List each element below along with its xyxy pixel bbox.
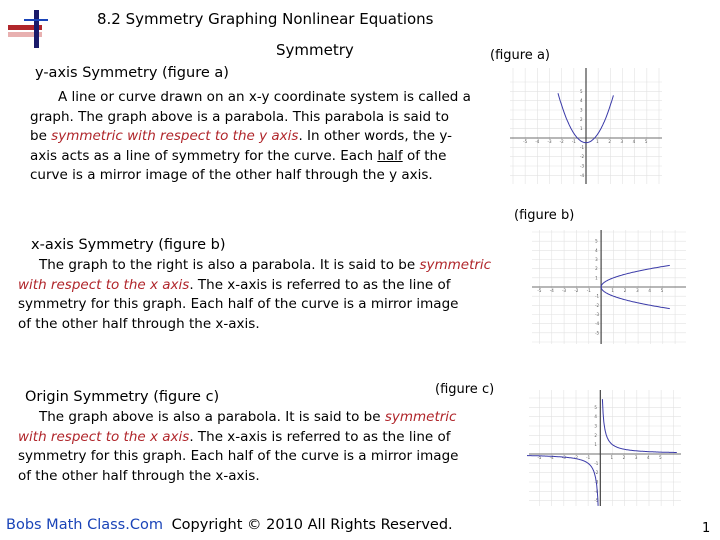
para-line: be symmetric with respect to the y axis. In other words, the y- <box>30 128 452 144</box>
y-tick-label: 1 <box>594 442 597 448</box>
y-tick-label: 5 <box>594 404 597 410</box>
para-line: symmetry for this graph. Each half of the curve is a mirror image <box>18 448 459 464</box>
emphasis-text: symmetric <box>384 409 457 425</box>
page-number: 1 <box>702 521 711 536</box>
y-tick-label: -3 <box>595 312 600 317</box>
y-tick-label: -2 <box>580 154 584 160</box>
para-line: axis acts as a line of symmetry for the curve. Each half of the <box>30 147 447 164</box>
y-tick-label: -1 <box>580 144 584 150</box>
y-tick-label: 4 <box>594 414 597 420</box>
y-tick-label: -4 <box>595 321 600 327</box>
y-tick-label: 1 <box>595 275 598 281</box>
y-tick-label: 3 <box>594 423 597 429</box>
figure-c-graph <box>527 388 683 508</box>
x-axis-title: x-axis Symmetry (figure b) <box>31 237 226 253</box>
y-tick-label: 2 <box>594 432 597 438</box>
x-tick-label: 1 <box>610 455 614 460</box>
footer <box>6 517 453 533</box>
x-tick-label: -4 <box>549 288 554 293</box>
x-tick-label: -2 <box>574 288 579 293</box>
y-tick-label: -5 <box>594 498 599 504</box>
x-tick-label: -2 <box>573 455 578 460</box>
x-tick-label: -2 <box>559 139 564 144</box>
y-tick-label: 5 <box>580 88 583 94</box>
x-tick-label: -1 <box>571 139 576 144</box>
x-tick-label: 4 <box>646 455 650 460</box>
x-tick-label: 4 <box>632 139 636 144</box>
x-tick-label: 1 <box>596 139 599 144</box>
x-tick-label: -3 <box>561 455 566 460</box>
x-tick-label: 3 <box>636 288 639 293</box>
emphasis-text: with respect to the x axis <box>18 276 190 293</box>
para-line: of the other half through the x-axis. <box>18 467 260 484</box>
x-tick-label: -1 <box>586 455 591 460</box>
figure-c-label: (figure c) <box>435 382 495 397</box>
x-tick-label: 2 <box>608 139 611 144</box>
x-tick-label: -5 <box>537 455 542 460</box>
emphasis-text: with respect to the x axis <box>18 428 190 445</box>
origin-paragraph <box>18 408 518 486</box>
figure-a-graph <box>508 66 664 186</box>
x-axis-paragraph <box>18 256 518 334</box>
y-tick-label: -4 <box>580 172 584 178</box>
y-axis-title: y-axis Symmetry (figure a) <box>35 65 229 81</box>
y-tick-label: 3 <box>595 257 598 262</box>
para-line: with respect to the x axis. The x-axis is referred to as the line of <box>18 276 451 293</box>
y-tick-label: 4 <box>595 247 598 253</box>
x-tick-label: 5 <box>644 139 648 144</box>
para-line: curve is a mirror image of the other half through the y axis. <box>30 167 433 183</box>
para-line: of the other half through the x-axis. <box>18 315 260 332</box>
emphasis-text: symmetric <box>419 257 492 273</box>
y-tick-label: -5 <box>595 330 600 336</box>
y-tick-label: 2 <box>595 266 598 272</box>
figure-a-label: (figure a) <box>490 48 550 63</box>
y-tick-label: -1 <box>595 293 600 299</box>
y-tick-label: -3 <box>594 479 599 485</box>
x-tick-label: 2 <box>623 288 627 293</box>
y-tick-label: -3 <box>580 163 584 169</box>
site-link[interactable]: Bobs Math Class.Com <box>6 517 163 533</box>
para-line: with respect to the x axis. The x-axis is referred to as the line of <box>18 428 451 445</box>
y-axis-paragraph <box>30 88 500 186</box>
figure-b-label: (figure b) <box>514 208 575 223</box>
logo-cross-icon <box>4 10 60 50</box>
copyright-text: Copyright © 2010 All Rights Reserved. <box>171 517 453 533</box>
origin-title: Origin Symmetry (figure c) <box>25 389 220 405</box>
para-line: symmetry for this graph. Each half of the curve is a mirror image <box>18 296 459 312</box>
y-tick-label: -4 <box>594 488 599 494</box>
x-tick-label: 3 <box>620 139 624 144</box>
x-tick-label: -5 <box>523 139 528 144</box>
y-tick-label: 4 <box>580 98 583 104</box>
y-tick-label: 5 <box>595 238 598 244</box>
y-tick-label: 3 <box>580 107 583 113</box>
x-tick-label: 4 <box>648 288 651 293</box>
x-tick-label: -4 <box>535 139 540 144</box>
figure-b-graph <box>530 228 688 346</box>
y-tick-label: -2 <box>595 302 600 308</box>
x-tick-label: 2 <box>622 455 626 460</box>
para-line: The graph to the right is also a parabola. It is said to be symmetric <box>39 257 492 273</box>
x-tick-label: 1 <box>611 288 614 293</box>
y-tick-label: -2 <box>594 470 599 476</box>
underlined-text: half <box>377 147 403 164</box>
x-tick-label: 3 <box>634 455 638 460</box>
x-tick-label: -3 <box>562 288 567 293</box>
para-line: The graph above is also a parabola. It is said to be symmetric <box>39 409 457 425</box>
page-title: 8.2 Symmetry Graphing Nonlinear Equations <box>97 10 434 28</box>
x-tick-label: -5 <box>537 288 542 293</box>
y-tick-label: 2 <box>580 116 583 122</box>
emphasis-text: symmetric with respect to the y axis <box>51 128 299 144</box>
section-heading: Symmetry <box>276 41 354 59</box>
x-tick-label: 5 <box>660 288 664 293</box>
para-line: A line or curve drawn on an x-y coordinate system is called a <box>58 89 471 105</box>
para-line: graph. The graph above is a parabola. This parabola is said to <box>30 108 449 125</box>
y-tick-label: 1 <box>580 126 583 132</box>
y-tick-label: -1 <box>594 460 599 466</box>
x-tick-label: -1 <box>586 288 591 293</box>
x-tick-label: 5 <box>659 455 662 460</box>
x-tick-label: -4 <box>549 455 554 460</box>
x-tick-label: -3 <box>547 139 552 144</box>
